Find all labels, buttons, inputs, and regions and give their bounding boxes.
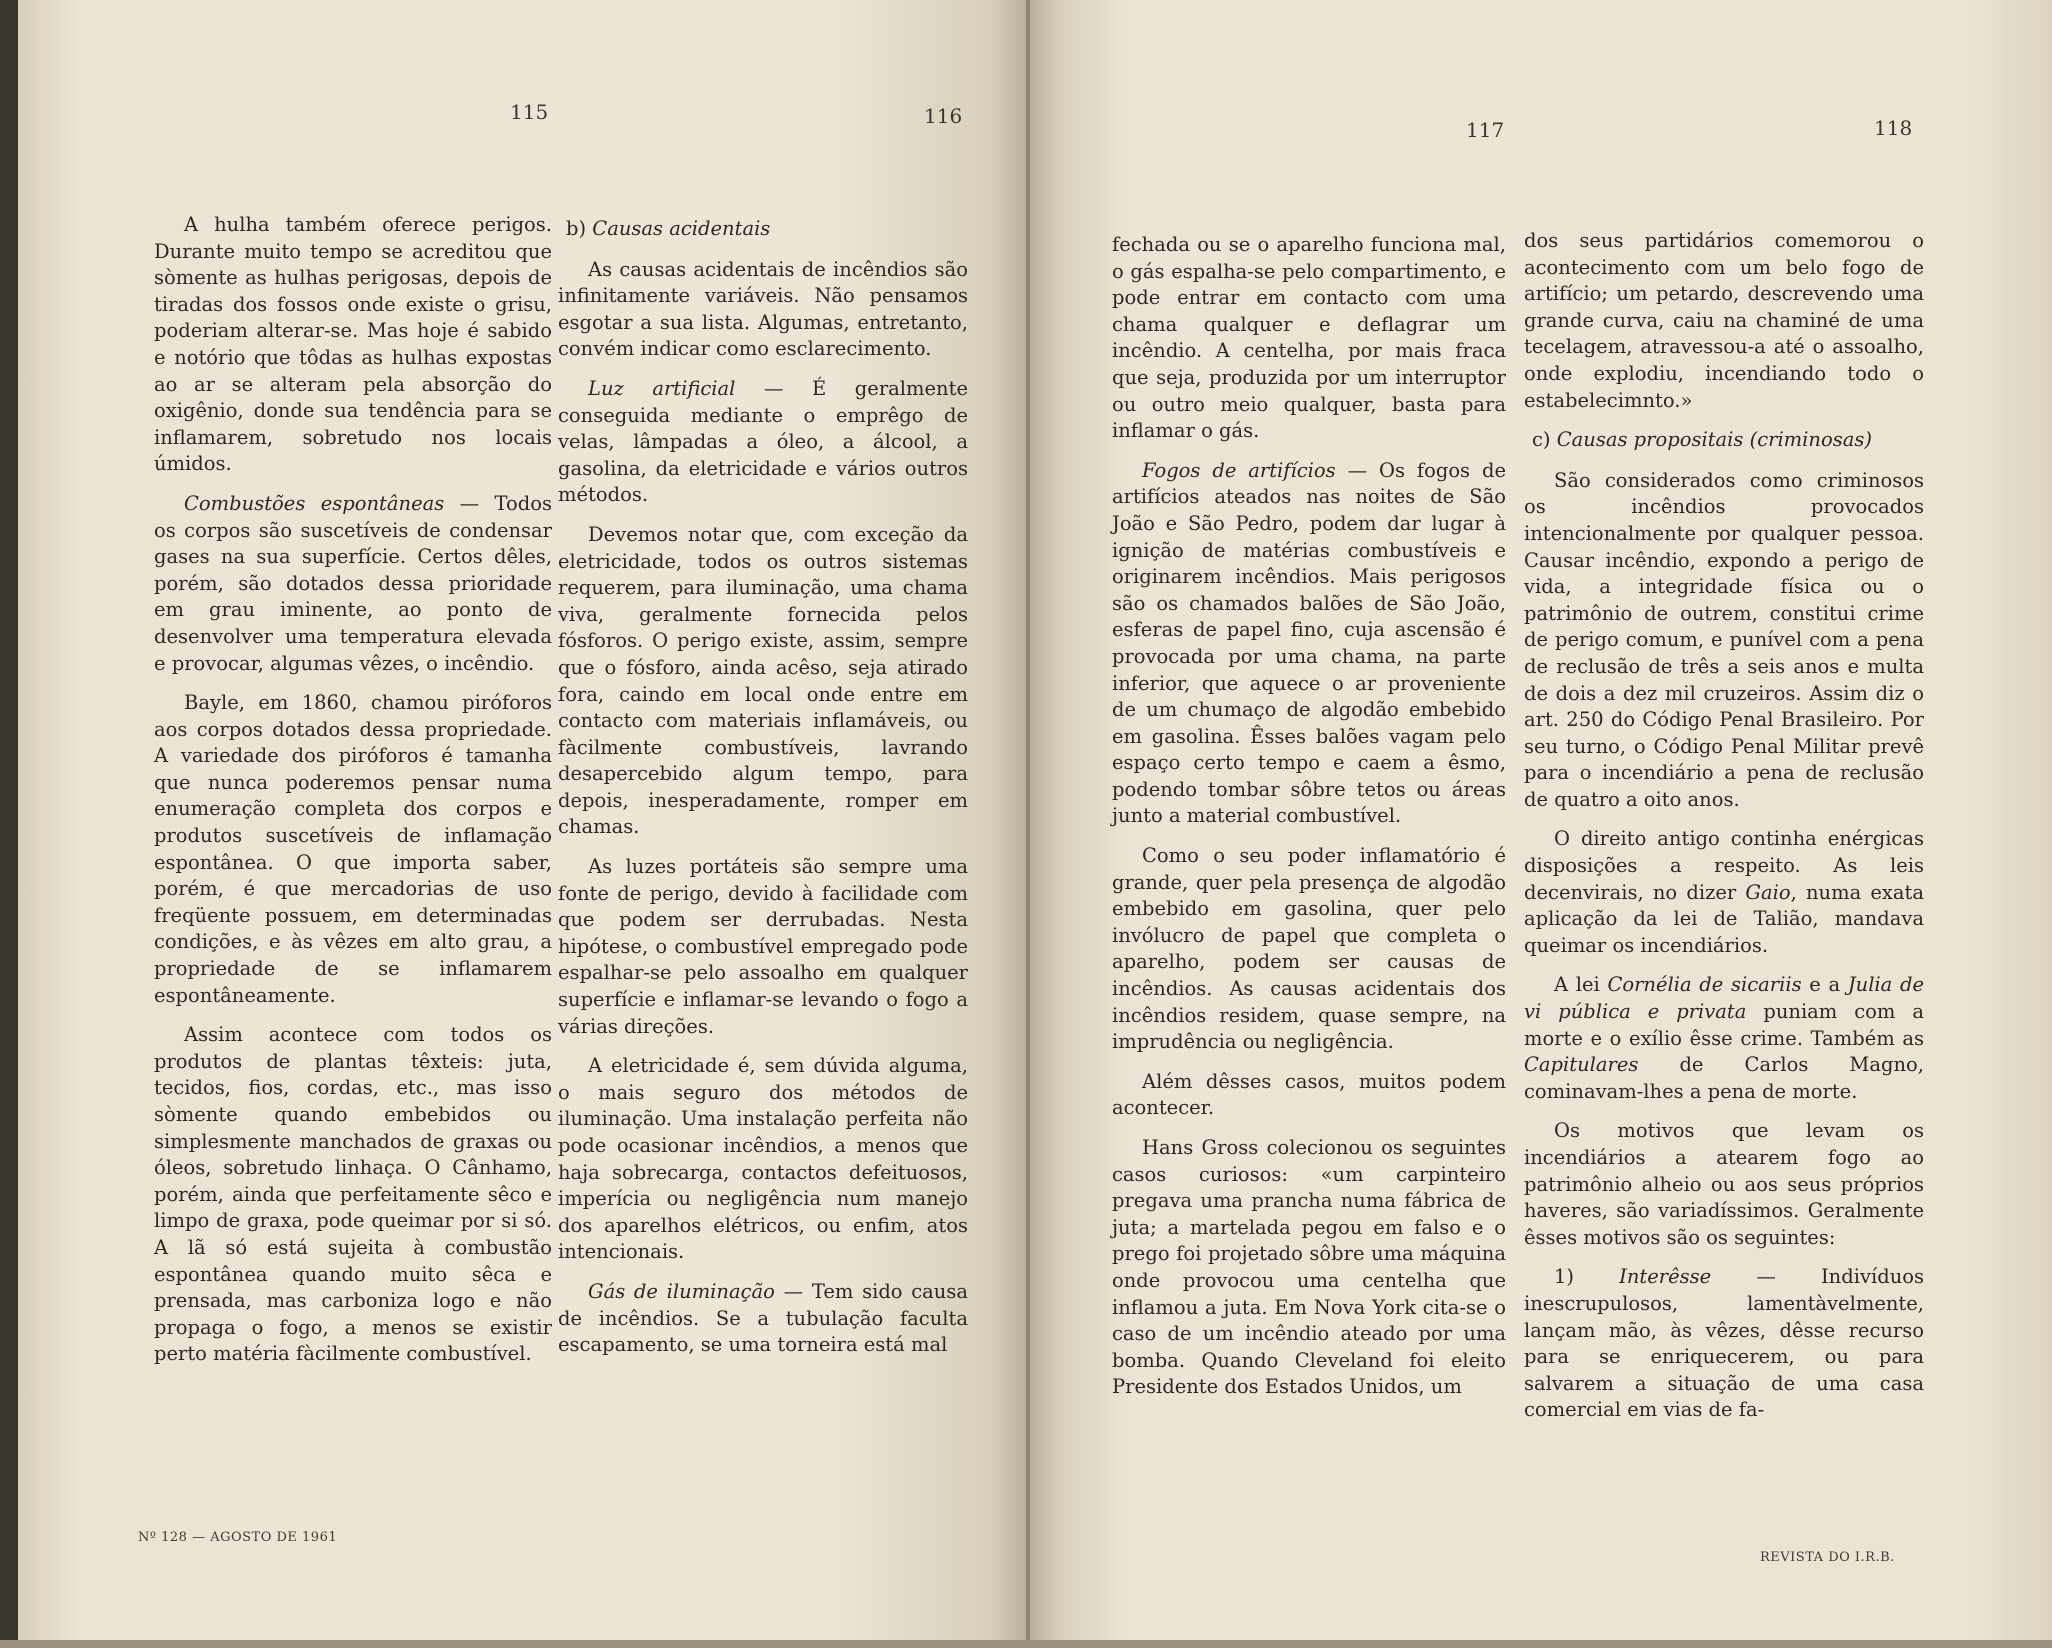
paragraph: 1) Interêsse — Indivíduos inescrupulosos, lamentàvelmente, lançam mão, às vêzes, dêsse recurso para se enriquecerem, ou para salvarem a situação de uma casa comercial em vias de fa-: [1524, 1265, 1925, 1422]
paragraph: Luz artificial — É geralmente conseguida mediante o emprêgo de velas, lâmpadas a óleo, a álcool, a gasolina, da eletricidade e vários outros métodos.: [558, 376, 968, 507]
paragraph: Além dêsses casos, muitos podem acontecer.: [1112, 1069, 1506, 1120]
column-page-117: [1112, 232, 1506, 1414]
paragraph: Gás de iluminação — Tem sido causa de incêndios. Se a tubulação faculta escapamento, se uma torneira está mal: [558, 1279, 968, 1357]
paragraph: Assim acontece com todos os produtos de plantas têxteis: juta, tecidos, fios, cordas, etc., mas isso sòmente quando embebidos ou simplesmente manchados de graxas ou óleos, sobretudo linhaça. O Cânhamo, porém, ainda que perfeitamente sêco e limpo de graxa, pode queimar por si só. A lã só está sujeita à combustão espontânea quando muito sêca e prensada, mas carboniza logo e não propaga o fogo, a menos se existir perto matéria fàcilmente combustível.: [154, 1023, 552, 1366]
paragraph: fechada ou se o aparelho funciona mal, o gás espalha-se pelo compartimento, e pode entrar em contacto com uma chama qualquer e deflagrar um incêndio. A centelha, por mais fraca que seja, produzida por um interruptor ou outro meio qualquer, basta para inflamar o gás.: [1112, 233, 1506, 443]
paragraph: As luzes portáteis são sempre uma fonte de perigo, devido à facilidade com que podem ser derrubadas. Nesta hipótese, o combustível empregado pode espalhar-se pelo assoalho em qualquer superfície e inflamar-se levando o fogo a várias direções.: [558, 855, 968, 1038]
paragraph: O direito antigo continha enérgicas disposições a respeito. As leis decenvirais, no dizer Gaio, numa exata aplicação da lei de Talião, mandava queimar os incendiários.: [1524, 827, 1924, 957]
paragraph: Combustões espontâneas — Todos os corpos são suscetíveis de condensar gases na sua superfície. Certos dêles, porém, são dotados dessa prioridade em grau iminente, ao ponto de desenvolver uma temperatura elevada e provocar, algumas vêzes, o incêndio.: [154, 491, 553, 675]
page-number-117: 117: [1466, 118, 1505, 142]
section-heading: b) Causas acidentais: [566, 217, 771, 240]
paragraph: São considerados como criminosos os incêndios provocados intencionalmente por qualquer pessoa. Causar incêndio, expondo a perigo de vida, a integridade física ou o patrimônio de outrem, constitui crime de perigo comum, e punível com a pena de reclusão de três a seis anos e multa de dois a dez mil cruzeiros. Assim diz o art. 250 do Código Penal Brasileiro. Por seu turno, o Código Penal Militar prevê para o incendiário a pena de reclusão de quatro a oito anos.: [1524, 468, 1924, 811]
paragraph: A eletricidade é, sem dúvida alguma, o mais seguro dos métodos de iluminação. Uma instalação perfeita não pode ocasionar incêndios, a menos que haja sobrecarga, contactos defeituosos, imperícia ou negligência num manejo dos aparelhos elétricos, ou enfim, atos intencionais.: [558, 1054, 968, 1264]
section-heading: c) Causas propositais (criminosas): [1532, 428, 1872, 452]
paragraph: A lei Cornélia de sicariis e a Julia de vi pública e privata puniam com a morte e o exílio êsse crime. Também as Capitulares de Carlos Magno, cominavam-lhes a pena de morte.: [1524, 973, 1924, 1103]
paragraph: Bayle, em 1860, chamou piróforos aos corpos dotados dessa propriedade. A variedade dos piróforos é tamanha que nunca poderemos pensar numa enumeração completa dos corpos e produtos suscetíveis de inflamação espontânea. O que importa saber, porém, é que mercadorias de uso freqüente possuem, em determinadas condições, e às vêzes em alto grau, a propriedade de se inflamarem espontâneamente.: [154, 691, 552, 1007]
page-number-115: 115: [510, 100, 549, 124]
paragraph: Hans Gross colecionou os seguintes casos curiosos: «um carpinteiro pregava uma prancha numa fábrica de juta; a martelada pegou em falso e o prego foi projetado sôbre uma máquina onde provocou uma centelha que inflamou a juta. Em Nova York cita-se o caso de um incêndio ateado por uma bomba. Quando Cleveland foi eleito Presidente dos Estados Unidos, um: [1112, 1136, 1506, 1399]
footer-issue: Nº 128 — AGOSTO DE 1961: [138, 1530, 338, 1545]
section-heading: Gás de iluminação: [588, 1279, 775, 1303]
paragraph: Os motivos que levam os incendiários a atearem fogo ao patrimônio alheio ou aos seus próprios haveres, são variadíssimos. Geralmente êsses motivos são os seguintes:: [1524, 1119, 1924, 1249]
section-heading: Luz artificial: [588, 376, 736, 400]
column-page-115: [154, 212, 552, 1381]
paragraph: Como o seu poder inflamatório é grande, quer pela presença de algodão embebido em gasolina, quer pelo invólucro de papel que completa o aparelho, podem ser causas de incêndios. As causas acidentais dos incêndios residem, quase sempre, na imprudência ou negligência.: [1112, 844, 1506, 1054]
page-number-118: 118: [1874, 116, 1913, 140]
scan-bottom-edge: [0, 1640, 2052, 1648]
footer-publication: REVISTA DO I.R.B.: [1760, 1550, 1895, 1565]
left-page: [18, 0, 1030, 1640]
section-heading: Fogos de artifícios: [1142, 458, 1336, 482]
section-heading: Combustões espontâneas: [184, 491, 445, 515]
paragraph: Devemos notar que, com exceção da eletricidade, todos os outros sistemas requerem, para iluminação, uma chama viva, geralmente fornecida pelos fósforos. O perigo existe, assim, sempre que o fósforo, ainda acêso, seja atirado fora, caindo em local onde entre em contacto com materiais inflamáveis, ou fàcilmente combustíveis, lavrando desapercebido algum tempo, para depois, inesperadamente, romper em chamas.: [558, 522, 968, 839]
column-page-118: [1524, 228, 1924, 1437]
column-page-116: [558, 216, 968, 1372]
right-page: [1030, 0, 2052, 1640]
paragraph: Fogos de artifícios — Os fogos de artifícios ateados nas noites de São João e São Pedro, podem dar lugar à ignição de matérias combustíveis e originarem incêndios. Mais perigosos são os chamados balões de São João, esferas de papel fino, cuja ascensão é provocada por uma chama, na parte inferior, que aquece o ar proveniente de um chumaço de algodão embebido em gasolina. Êsses balões vagam pelo espaço certo tempo e caem a êsmo, podendo tombar sôbre tetos ou áreas junto a material combustível.: [1112, 458, 1506, 828]
scan-left-edge: [0, 0, 18, 1648]
section-heading: Interêsse: [1619, 1265, 1712, 1289]
paragraph: dos seus partidários comemorou o acontecimento com um belo fogo de artifício; um petardo, descrevendo uma grande curva, caiu na chaminé de uma tecelagem, atravessou-a até o assoalho, onde explodiu, incendiando todo o estabelecimnto.»: [1524, 229, 1924, 412]
paragraph: A hulha também oferece perigos. Durante muito tempo se acreditou que sòmente as hulhas perigosas, depois de tiradas dos fossos onde existe o grisu, poderiam alterar-se. Mas hoje é sabido e notório que tôdas as hulhas expostas ao ar se alteram pela absorção do oxigênio, donde sua tendência para se inflamarem, sobretudo nos locais úmidos.: [154, 213, 552, 476]
page-number-116: 116: [924, 104, 963, 128]
paragraph: As causas acidentais de incêndios são infinitamente variáveis. Não pensamos esgotar a sua lista. Algumas, entretanto, convém indicar como esclarecimento.: [558, 257, 968, 361]
